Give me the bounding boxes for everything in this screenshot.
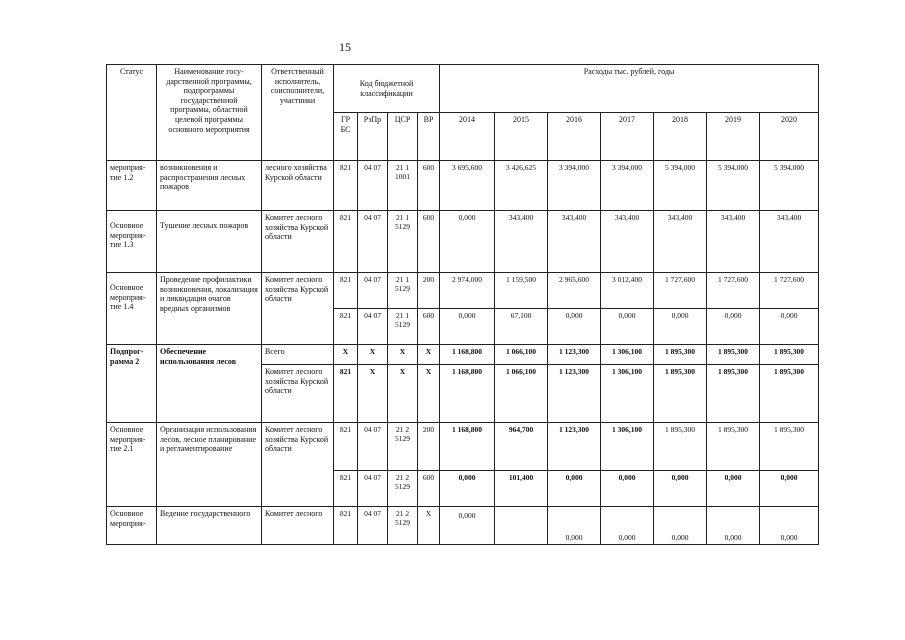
row-status: Основное мероприя-тие 1.3 xyxy=(107,211,157,273)
cell-value: 1 168,800 xyxy=(440,423,495,471)
cell-value: 3 394,000 xyxy=(601,161,654,211)
cell-grbs: 821 xyxy=(334,273,358,309)
cell-vr: 600 xyxy=(418,471,440,507)
row-responsible: Комитет лесного хозяйства Курской области xyxy=(262,211,334,273)
cell-rzpr: 04 07 xyxy=(358,507,388,545)
cell-value: 0,000 xyxy=(601,507,654,545)
cell-rzpr: Х xyxy=(358,345,388,365)
cell-value: 2 965,600 xyxy=(548,273,601,309)
cell-value: 1 895,300 xyxy=(707,423,760,471)
cell-value: 1 168,800 xyxy=(440,345,495,365)
cell-rzpr: 04 07 xyxy=(358,309,388,345)
row-name: Организация использования лесов, лесное планирование и регламентирование xyxy=(157,423,262,507)
cell-value: 343,400 xyxy=(495,211,548,273)
cell-grbs: 821 xyxy=(334,507,358,545)
cell-value: 1 306,100 xyxy=(601,423,654,471)
cell-value: 343,400 xyxy=(760,211,819,273)
cell-value: 0,000 xyxy=(440,507,495,545)
cell-rzpr: 04 07 xyxy=(358,471,388,507)
row-responsible: Комитет лесного хозяйства Курской области xyxy=(262,423,334,507)
table-row xyxy=(107,345,819,365)
cell-value: 0,000 xyxy=(440,471,495,507)
cell-value: 0,000 xyxy=(760,471,819,507)
header-year: 2014 xyxy=(440,113,495,161)
header-grbs: ГР БС xyxy=(334,113,358,161)
cell-value: 0,000 xyxy=(760,309,819,345)
cell-grbs: 821 xyxy=(334,471,358,507)
cell-grbs: Х xyxy=(334,345,358,365)
row-status: мероприя-тие 1.2 xyxy=(107,161,157,211)
cell-value: 5 394,000 xyxy=(760,161,819,211)
cell-value: 3 426,625 xyxy=(495,161,548,211)
cell-vr: 600 xyxy=(418,211,440,273)
cell-csr: 21 1 5129 xyxy=(388,309,418,345)
cell-value: 1 066,100 xyxy=(495,345,548,365)
cell-grbs: 821 xyxy=(334,211,358,273)
header-year: 2020 xyxy=(760,113,819,161)
header-name: Наименование госу-дарственной программы, подпрограммы государственной программы, областной целевой программы основного мероприятия xyxy=(157,65,262,161)
cell-csr: 21 1 1001 xyxy=(388,161,418,211)
cell-value: 1 895,300 xyxy=(760,365,819,423)
cell-value: 964,700 xyxy=(495,423,548,471)
cell-value: 0,000 xyxy=(601,471,654,507)
cell-value: 67,100 xyxy=(495,309,548,345)
cell-value: 101,400 xyxy=(495,471,548,507)
cell-value: 0,000 xyxy=(654,507,707,545)
cell-value: 0,000 xyxy=(707,471,760,507)
header-budget-code: Код бюджетной классификации xyxy=(334,65,440,113)
cell-value: 343,400 xyxy=(601,211,654,273)
cell-value: 1 159,500 xyxy=(495,273,548,309)
budget-table xyxy=(106,64,819,545)
cell-value: 1 895,300 xyxy=(654,423,707,471)
cell-value: 1 895,300 xyxy=(760,345,819,365)
cell-vr: Х xyxy=(418,365,440,423)
cell-value: 3 394,000 xyxy=(548,161,601,211)
cell-vr: 600 xyxy=(418,309,440,345)
cell-value: 0,000 xyxy=(654,309,707,345)
row-name: возникновения и распространения лесных пожаров xyxy=(157,161,262,211)
cell-value: 1 306,100 xyxy=(601,345,654,365)
cell-rzpr: Х xyxy=(358,365,388,423)
cell-value: 1 123,300 xyxy=(548,345,601,365)
cell-value: 0,000 xyxy=(601,309,654,345)
cell-vr: 200 xyxy=(418,273,440,309)
cell-value: 1 895,300 xyxy=(760,423,819,471)
row-name: Ведение государственного xyxy=(157,507,262,545)
cell-value: 1 727,600 xyxy=(707,273,760,309)
cell-rzpr: 04 07 xyxy=(358,161,388,211)
header-year: 2017 xyxy=(601,113,654,161)
cell-grbs: 821 xyxy=(334,309,358,345)
cell-value: 3 695,600 xyxy=(440,161,495,211)
cell-value: 5 394,000 xyxy=(707,161,760,211)
cell-rzpr: 04 07 xyxy=(358,273,388,309)
cell-value: 1 895,300 xyxy=(707,345,760,365)
cell-value: 0,000 xyxy=(440,309,495,345)
cell-rzpr: 04 07 xyxy=(358,211,388,273)
cell-value: 1 895,300 xyxy=(707,365,760,423)
cell-value: 5 394,000 xyxy=(654,161,707,211)
cell-value: 1 895,300 xyxy=(654,365,707,423)
row-status: Основное мероприя-тие 1.4 xyxy=(107,273,157,345)
cell-value: 0,000 xyxy=(707,507,760,545)
cell-vr: Х xyxy=(418,507,440,545)
cell-value: 1 066,100 xyxy=(495,365,548,423)
cell-value: 0,000 xyxy=(440,211,495,273)
cell-value: 1 727,600 xyxy=(654,273,707,309)
cell-value: 0,000 xyxy=(548,471,601,507)
cell-value: 1 123,300 xyxy=(548,423,601,471)
page-number: 15 xyxy=(339,40,351,54)
row-name: Проведение профилактики возникновения, локализация и ликвидация очагов вредных организмов xyxy=(157,273,262,345)
header-status: Статус xyxy=(107,65,157,161)
row-responsible: Комитет лесного хозяйства Курской области xyxy=(262,365,334,423)
cell-csr: Х xyxy=(388,365,418,423)
cell-vr: Х xyxy=(418,345,440,365)
cell-value xyxy=(495,507,548,545)
header-year: 2019 xyxy=(707,113,760,161)
cell-value: 3 012,400 xyxy=(601,273,654,309)
row-responsible: Комитет лесного хозяйства Курской области xyxy=(262,273,334,345)
cell-value: 1 168,800 xyxy=(440,365,495,423)
table-row xyxy=(107,423,819,471)
table-row xyxy=(107,507,819,545)
table-row xyxy=(107,161,819,211)
row-status: Основное мероприя-тие 2.1 xyxy=(107,423,157,507)
cell-csr: 21 2 5129 xyxy=(388,423,418,471)
header-vr: ВР xyxy=(418,113,440,161)
cell-grbs: 821 xyxy=(334,365,358,423)
cell-csr: Х xyxy=(388,345,418,365)
cell-value: 0,000 xyxy=(548,309,601,345)
cell-value: 2 974,000 xyxy=(440,273,495,309)
cell-csr: 21 1 5129 xyxy=(388,211,418,273)
cell-value: 0,000 xyxy=(548,507,601,545)
cell-value: 343,400 xyxy=(548,211,601,273)
cell-grbs: 821 xyxy=(334,161,358,211)
cell-value: 1 123,300 xyxy=(548,365,601,423)
header-row-1 xyxy=(107,65,819,113)
cell-csr: 21 2 5129 xyxy=(388,507,418,545)
cell-value: 1 895,300 xyxy=(654,345,707,365)
row-name: Обеспечение использования лесов xyxy=(157,345,262,423)
cell-value: 1 306,100 xyxy=(601,365,654,423)
row-responsible: Комитет лесного xyxy=(262,507,334,545)
row-responsible: Всего xyxy=(262,345,334,365)
table-row xyxy=(107,273,819,309)
header-rzpr: РзПр xyxy=(358,113,388,161)
cell-rzpr: 04 07 xyxy=(358,423,388,471)
row-name: Тушение лесных пожаров xyxy=(157,211,262,273)
header-csr: ЦСР xyxy=(388,113,418,161)
header-year: 2015 xyxy=(495,113,548,161)
row-status: Подпрог-рамма 2 xyxy=(107,345,157,423)
header-expenses: Расходы тыс. рублей, годы xyxy=(440,65,819,113)
row-responsible: лесного хозяйства Курской области xyxy=(262,161,334,211)
cell-vr: 600 xyxy=(418,161,440,211)
header-year: 2016 xyxy=(548,113,601,161)
cell-grbs: 821 xyxy=(334,423,358,471)
cell-csr: 21 1 5129 xyxy=(388,273,418,309)
cell-vr: 200 xyxy=(418,423,440,471)
cell-value: 1 727,600 xyxy=(760,273,819,309)
row-status: Основное мероприя- xyxy=(107,507,157,545)
cell-value: 0,000 xyxy=(707,309,760,345)
cell-value: 0,000 xyxy=(654,471,707,507)
cell-value: 0,000 xyxy=(760,507,819,545)
cell-value: 343,400 xyxy=(707,211,760,273)
cell-csr: 21 2 5129 xyxy=(388,471,418,507)
header-responsible: Ответственный исполнитель, соисполнители, участники xyxy=(262,65,334,161)
cell-value: 343,400 xyxy=(654,211,707,273)
table-row xyxy=(107,211,819,273)
header-year: 2018 xyxy=(654,113,707,161)
